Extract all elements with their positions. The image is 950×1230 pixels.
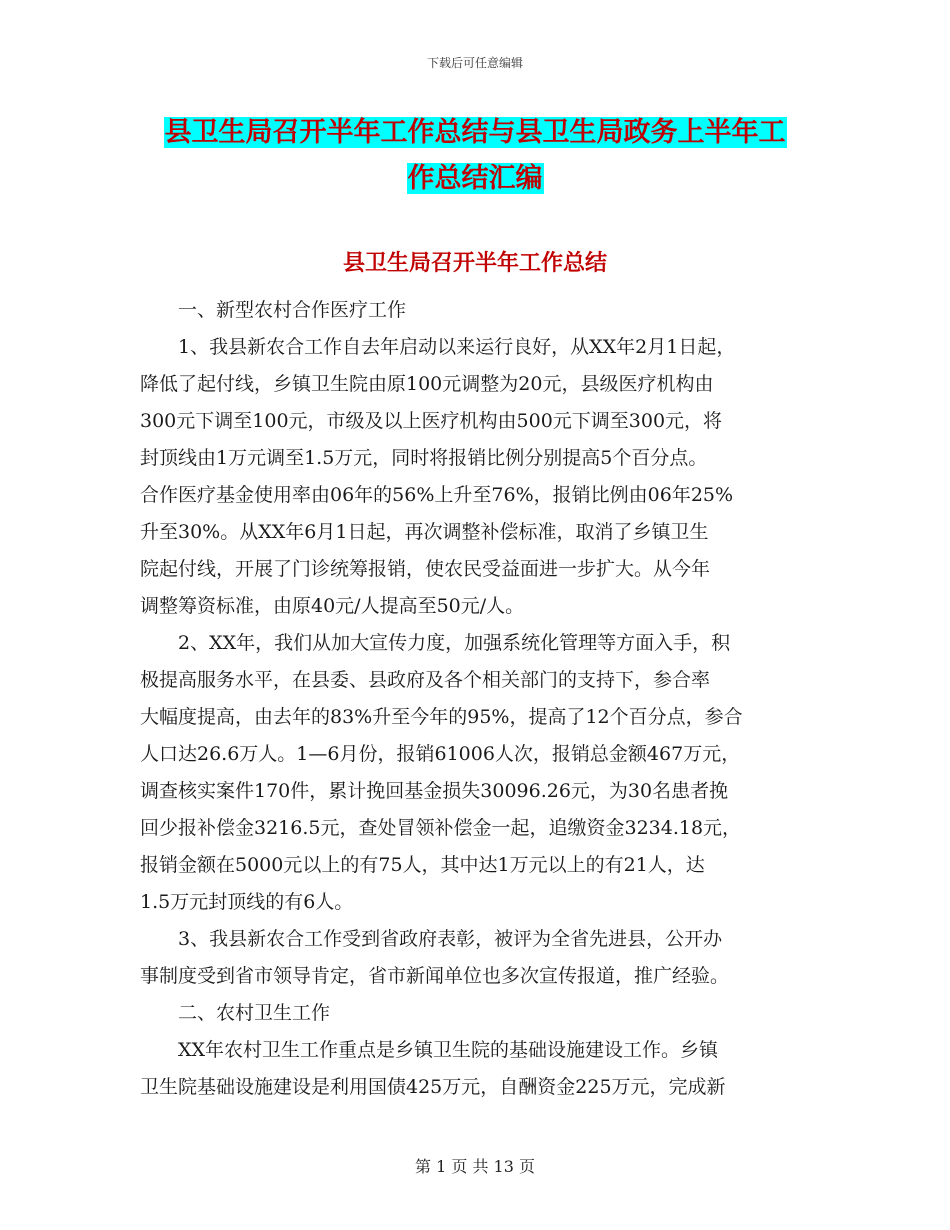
paragraph-line: 报销金额在5000元以上的有75人，其中达1万元以上的有21人，达 [140, 854, 705, 876]
paragraph-line: 事制度受到省市领导肯定，省市新闻单位也多次宣传报道，推广经验。 [140, 965, 730, 987]
document-title [140, 110, 810, 202]
paragraph-line: 降低了起付线，乡镇卫生院由原100元调整为20元，县级医疗机构由 [140, 373, 714, 395]
paragraph-line: 一、新型农村合作医疗工作 [178, 299, 407, 321]
paragraph-line: 1、我县新农合工作自去年启动以来运行良好，从XX年2月1日起， [178, 336, 736, 358]
paragraph-line: 调整筹资标准，由原40元/人提高至50元/人。 [140, 595, 525, 617]
paragraph-line: 2、XX年，我们从加大宣传力度，加强系统化管理等方面入手，积 [178, 632, 731, 654]
paragraph-line: 院起付线，开展了门诊统筹报销，使农民受益面进一步扩大。从今年 [140, 558, 711, 580]
paragraph-line: 二、农村卫生工作 [178, 1002, 331, 1024]
paragraph-line: 卫生院基础设施建设是利用国债425万元，自酬资金225万元，完成新 [140, 1076, 726, 1098]
paragraph-line: 回少报补偿金3216.5元，查处冒领补偿金一起，追缴资金3234.18元， [140, 817, 742, 839]
paragraph-line: 封顶线由1万元调至1.5万元，同时将报销比例分别提高5个百分点。 [140, 447, 708, 469]
paragraph-line: 合作医疗基金使用率由06年的56%上升至76%，报销比例由06年25% [140, 484, 734, 506]
paragraph-line: 升至30%。从XX年6月1日起，再次调整补偿标准，取消了乡镇卫生 [140, 521, 709, 543]
body-text [140, 292, 820, 1106]
paragraph-line: 1.5万元封顶线的有6人。 [140, 891, 354, 913]
paragraph-line: XX年农村卫生工作重点是乡镇卫生院的基础设施建设工作。乡镇 [178, 1039, 719, 1061]
paragraph-line: 人口达26.6万人。1—6月份，报销61006人次，报销总金额467万元， [140, 743, 741, 765]
paragraph-line: 3、我县新农合工作受到省政府表彰，被评为全省先进县，公开办 [178, 928, 723, 950]
document-title-line-1: 县卫生局召开半年工作总结与县卫生局政务上半年工 [164, 117, 786, 148]
section-title: 县卫生局召开半年工作总结 [342, 251, 607, 276]
page-number-footer: 第 1 页 共 13 页 [415, 1157, 535, 1176]
paragraph-line: 调查核实案件170件，累计挽回基金损失30096.26元，为30名患者挽 [140, 780, 729, 802]
paragraph-line: 极提高服务水平，在县委、县政府及各个相关部门的支持下，参合率 [140, 669, 711, 691]
document-title-line-2: 作总结汇编 [407, 163, 543, 194]
paragraph-line: 300元下调至100元，市级及以上医疗机构由500元下调至300元，将 [140, 410, 723, 432]
paragraph-line: 大幅度提高，由去年的83%升至今年的95%，提高了12个百分点，参合 [140, 706, 743, 728]
page-header-note: 下载后可任意编辑 [426, 56, 523, 70]
